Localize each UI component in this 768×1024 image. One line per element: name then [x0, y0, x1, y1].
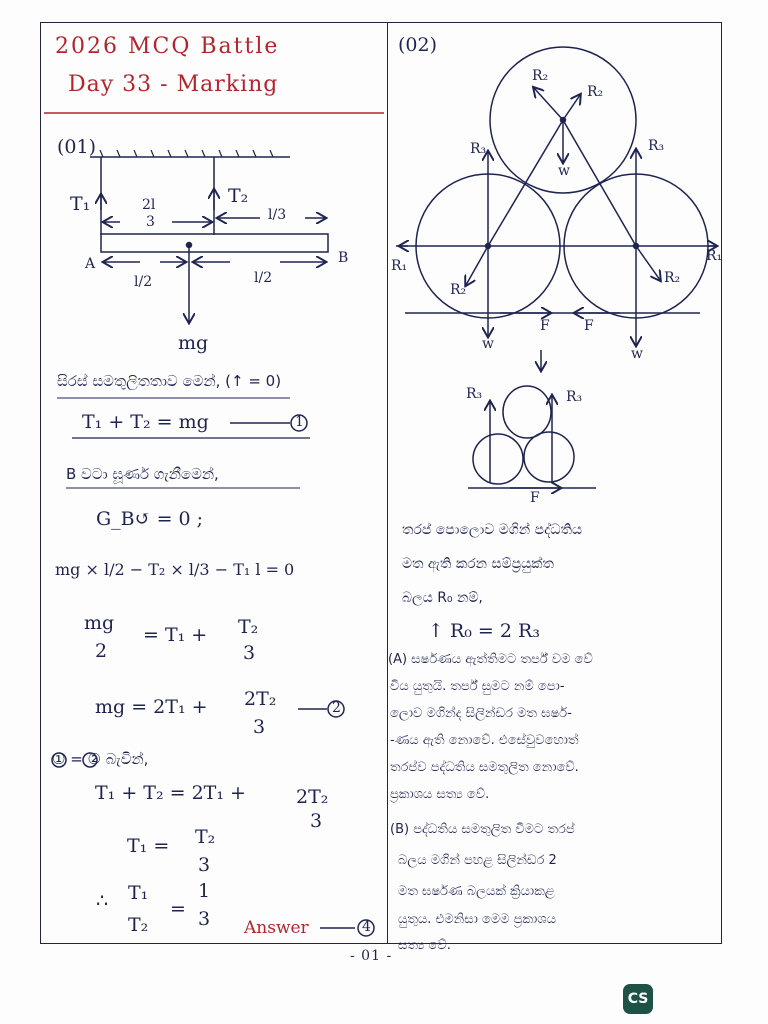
camscanner-logo: CS — [623, 984, 653, 1014]
vertical-equilibrium-heading: සිරස් සමතුලිතතාව මෙන්, (↑ = 0) — [57, 372, 282, 390]
label-2l-den: 3 — [146, 214, 155, 230]
label-t1: T₁ — [70, 193, 91, 215]
ceiling-hatch — [100, 150, 273, 157]
q2-r1-left: R₁ — [391, 258, 408, 274]
equation-1: T₁ + T₂ = mg — [82, 411, 209, 433]
q2-para-a-line4: -ණය ඇති නොවේ. එසේවුවහොත් — [390, 733, 579, 748]
eq-e-den: 3 — [198, 854, 211, 876]
label-l2-right: l/2 — [254, 270, 273, 286]
combine-line: ① = ② බැවින්, — [52, 750, 149, 768]
label-t2: T₂ — [228, 185, 249, 207]
ratio-den: T₂ — [128, 914, 149, 936]
eq-e-num: T₂ — [195, 826, 216, 848]
title-line-1: 2026 MCQ Battle — [55, 34, 280, 59]
q2-f-right: F — [584, 318, 594, 334]
q2-para-b-line2: බලය මගින් පහළ සිලින්ඩර 2 — [398, 853, 557, 868]
eq-b-frac-num: T₂ — [238, 616, 259, 638]
q2-r2-low-right: R₂ — [664, 270, 681, 286]
q2-para-a-line5: තරප්ව පද්ධතිය සමතුලිත නොවේ. — [390, 760, 579, 775]
eq-d: T₁ + T₂ = 2T₁ + — [95, 782, 246, 804]
q2-w-right: w — [631, 346, 643, 362]
q2-para1-line1: තරප් පොලොව මගින් පද්ධතිය — [402, 522, 583, 538]
ratio-value-num: 1 — [198, 880, 211, 902]
title-line-2: Day 33 - Marking — [68, 72, 279, 97]
answer-label: Answer — [244, 918, 309, 938]
ratio-equals: = — [170, 898, 186, 920]
page-number: - 01 - — [350, 948, 393, 964]
q2-para-b-line3: මත ඝර්ෂණ බලයක් ක්‍රියාකළ — [398, 884, 555, 899]
eq-d-frac-num: 2T₂ — [296, 786, 329, 808]
small-right — [524, 432, 574, 482]
q2-r3-right: R₃ — [648, 138, 665, 154]
q2-w-left: w — [482, 336, 494, 352]
label-b: B — [338, 250, 349, 266]
tag-1: 1 — [295, 414, 304, 430]
rod — [101, 234, 328, 252]
q2-number: (02) — [398, 34, 438, 56]
q2-r3-small-right: R₃ — [566, 389, 583, 405]
small-top — [503, 386, 551, 438]
therefore-symbol: ∴ — [96, 890, 109, 912]
q2-f-small: F — [530, 490, 540, 506]
q2-para1-line2: මත ඇති කරන සම්ප්‍රයුක්ත — [402, 556, 554, 572]
small-left — [473, 434, 523, 484]
q2-para-b-line1: (B) පද්ධතිය සමතුලිත වීමට තරප් — [390, 822, 575, 837]
eq-b-rhs: = T₁ + — [143, 624, 208, 646]
eq-c: mg = 2T₁ + — [95, 696, 208, 718]
q2-w-top: w — [558, 163, 570, 179]
ratio-num: T₁ — [128, 882, 149, 904]
eq-c-frac-num: 2T₂ — [244, 688, 277, 710]
eq-b-frac-den: 3 — [243, 642, 256, 664]
q2-para-a-line6: ප්‍රකාශය සත්‍ය වේ. — [390, 787, 490, 802]
q2-para1-line3: බලය R₀ නම්, — [402, 590, 483, 606]
label-mg: mg — [178, 332, 209, 354]
q2-para-a-line2: විය යුතුයි. තර්ප් සුමට නම් පො- — [390, 679, 565, 694]
q2-r2-low-left: R₂ — [450, 282, 467, 298]
q2-r1-right: R₁ — [706, 248, 723, 264]
q2-r3-small-left: R₃ — [466, 386, 483, 402]
moments-heading: B වටා ඝූර්ණ ගැනීමෙන්, — [66, 465, 219, 483]
q2-r3-left: R₃ — [470, 141, 487, 157]
q1-number: (01) — [57, 136, 97, 158]
label-2l: 2l — [142, 197, 156, 213]
q2-para-b-line5: සත්‍ය වේ. — [398, 938, 451, 953]
eq-c-frac-den: 3 — [253, 716, 266, 738]
q2-r2-top-left: R₂ — [532, 68, 549, 84]
label-a: A — [85, 256, 96, 272]
label-l3: l/3 — [268, 207, 287, 223]
q2-r2-top-right: R₂ — [587, 84, 604, 100]
ratio-value-den: 3 — [198, 908, 211, 930]
q2-para-a-line1: (A) සර්ෂණය ඇත්තිමට තර්ප් වම වේ — [388, 652, 593, 667]
eq-b-num: mg — [84, 612, 115, 634]
eq-b-den: 2 — [95, 640, 108, 662]
q2-f-left: F — [540, 318, 550, 334]
eq-d-frac-den: 3 — [310, 810, 323, 832]
q2-para-a-line3: ලොව මගින්ද සිලින්ඩර මත ඝර්ෂ- — [390, 706, 572, 721]
center-of-mass — [187, 243, 192, 248]
moment-equation: mg × l/2 − T₂ × l/3 − T₁ l = 0 — [55, 560, 295, 579]
q2-r0-equation: ↑ R₀ = 2 R₃ — [428, 620, 540, 642]
answer-tag: 4 — [362, 919, 371, 935]
q2-para-b-line4: යුතුය. එමනිසා මෙම ප්‍රකාශය — [398, 912, 556, 927]
label-l2-left: l/2 — [134, 274, 153, 290]
eq-e: T₁ = — [127, 835, 170, 857]
moment-condition: G_B↺ = 0 ; — [96, 508, 204, 530]
tag-2: 2 — [332, 700, 341, 716]
